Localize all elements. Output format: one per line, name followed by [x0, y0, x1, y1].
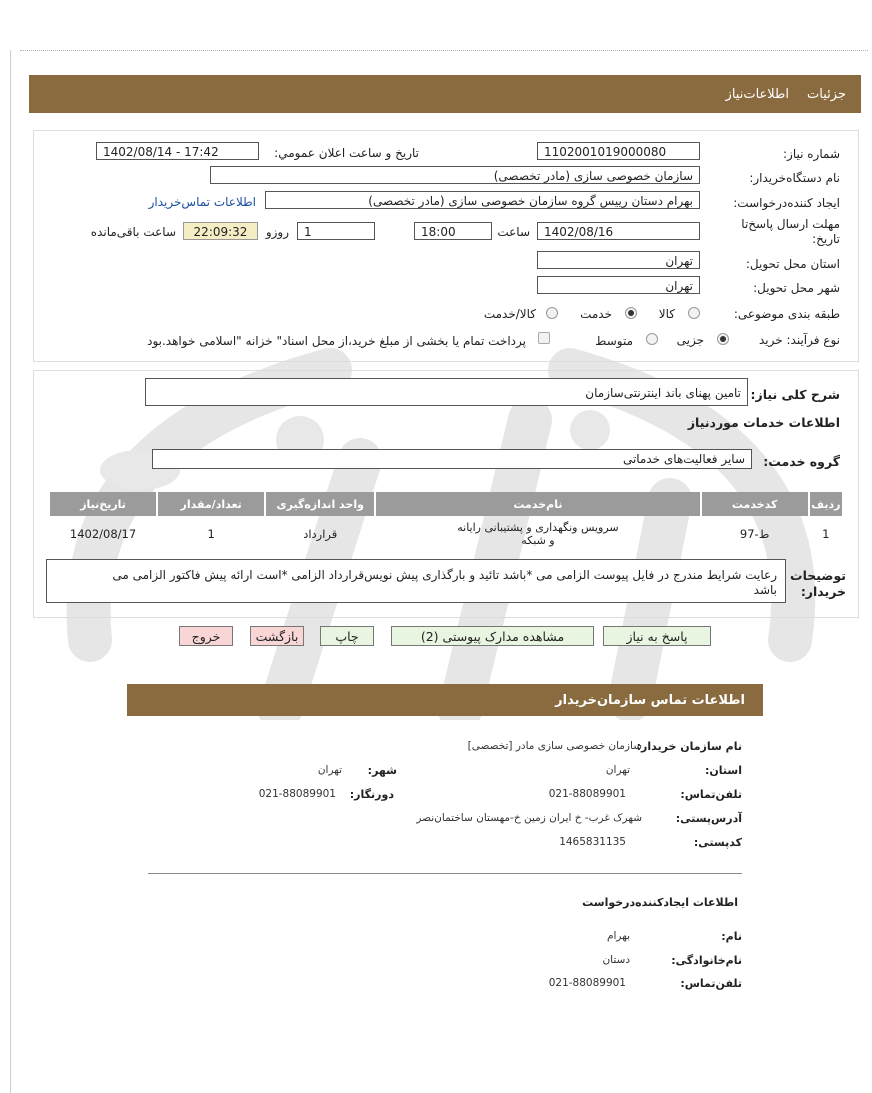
buyer-notes-label-line1: توضیحات — [790, 568, 846, 583]
creator-name-label: نام: — [721, 930, 742, 943]
contact-phone-label: تلفن‌تماس: — [680, 788, 742, 801]
deadline-time-label: ساعت — [497, 225, 530, 239]
cell-name-line1: سرویس ونگهداری و پشتیبانی رایانه — [457, 521, 619, 534]
creator-phone-label: تلفن‌تماس: — [680, 977, 742, 990]
page-left-rule — [10, 50, 11, 1093]
cell-date: 1402/08/17 — [69, 527, 137, 541]
remaining-time-field: 22:09:32 — [183, 222, 258, 240]
col-date-header: تاریخ‌نیاز — [50, 492, 156, 516]
announce-datetime-field: 1402/08/14 - 17:42 — [96, 142, 259, 160]
treasury-payment-checkbox[interactable] — [538, 332, 550, 344]
creator-info-title: اطلاعات ایجادکننده‌درخواست — [582, 896, 738, 909]
top-divider — [20, 50, 868, 51]
back-button[interactable]: بازگشت — [250, 626, 304, 646]
process-minor-label: جزیی — [676, 333, 704, 347]
cell-name — [376, 518, 699, 550]
category-radio-service[interactable] — [625, 307, 637, 319]
buyer-contact-link[interactable]: اطلاعات تماس‌خریدار — [148, 195, 256, 209]
city-label: شهر محل تحویل: — [753, 281, 840, 295]
creator-family-label: نام‌خانوادگی: — [671, 954, 742, 967]
process-medium-label: متوسط — [595, 334, 633, 348]
category-radio-goods-service[interactable] — [546, 307, 558, 319]
buyer-notes-field — [46, 559, 786, 603]
contact-org-value: سازمان خصوصی سازی مادر [تخصصی] — [467, 740, 642, 752]
view-attachments-button[interactable]: مشاهده مدارک پیوستی (2) — [391, 626, 594, 646]
creator-family-value: دستان — [602, 954, 630, 966]
contact-fax-label: دورنگار: — [349, 788, 394, 801]
buyer-notes-label — [790, 568, 846, 600]
reply-button[interactable]: پاسخ به نیاز — [603, 626, 711, 646]
buyer-org-label: نام دستگاه‌خریدار: — [749, 171, 840, 185]
contact-fax-value: 021-88089901 — [258, 788, 336, 800]
deadline-label: مهلت ارسال پاسخ‌تا تاریخ: — [741, 217, 840, 246]
remaining-label: ساعت باقی‌مانده — [90, 225, 176, 239]
cell-name-line2: و شبکه — [521, 534, 555, 547]
category-goods-service-label: کالا/خدمت — [483, 307, 536, 321]
table-row — [50, 518, 842, 550]
days-field: 1 — [297, 222, 375, 240]
contact-org-label: نام سازمان خریدار: — [636, 740, 742, 753]
section-separator — [148, 873, 742, 874]
creator-label: ایجاد کننده‌درخواست: — [733, 196, 840, 210]
buyer-notes-line2: باشد — [753, 583, 777, 597]
treasury-payment-note: پرداخت تمام یا بخشی از مبلغ خرید،از محل اسناد" خزانه "اسلامی خواهد.بود — [147, 334, 526, 348]
col-code-header: کدخدمت — [702, 492, 808, 516]
process-radio-minor[interactable] — [717, 333, 729, 345]
contact-postal-value: 1465831135 — [559, 836, 626, 848]
category-radio-goods[interactable] — [688, 307, 700, 319]
creator-name-value: بهرام — [607, 930, 630, 942]
category-label: طبقه بندی موضوعی: — [733, 307, 840, 321]
general-description-label: شرح کلی نیاز: — [750, 387, 840, 402]
services-section-title: اطلاعات خدمات موردنیاز — [687, 415, 840, 430]
deadline-time-field: 18:00 — [414, 222, 492, 240]
tab-details[interactable]: جزئيات — [807, 87, 846, 102]
buyer-notes-line1: رعایت شرایط مندرج در فایل پیوست الزامی می *باشد تائید و بارگذاری پیش نویس‌قرارداد الزامی *است ارائه پیش فاکتور الزامی می — [112, 568, 777, 582]
cell-unit: قرارداد — [303, 527, 338, 541]
deadline-date-field: 1402/08/16 — [537, 222, 700, 240]
services-table — [48, 490, 844, 552]
contact-address-value: شهرک غرب- خ ایران زمین خ-مهستان ساختمان‌نصر — [416, 812, 642, 824]
contact-postal-label: کدپستی: — [693, 836, 742, 849]
contact-phone-value: 021-88089901 — [548, 788, 626, 800]
contact-province-label: استان: — [705, 764, 742, 777]
cell-row: 1 — [822, 527, 830, 541]
col-qty-header: تعداد/مقدار — [158, 492, 264, 516]
service-group-label: گروه خدمت: — [763, 454, 840, 469]
city-field: تهران — [537, 276, 700, 294]
contact-city-label: شهر: — [367, 764, 397, 777]
need-number-label: شماره نیاز: — [783, 147, 840, 161]
days-label: روزو — [265, 225, 289, 239]
creator-field: بهرام دستان رييس گروه سازمان خصوصی سازی (مادر تخصصی) — [265, 191, 700, 209]
print-button[interactable]: چاپ — [320, 626, 374, 646]
contact-city-value: تهران — [317, 764, 342, 776]
col-unit-header: واحد اندازه‌گیری — [266, 492, 374, 516]
province-field: تهران — [537, 251, 700, 269]
process-label: نوع فرآیند: خرید — [759, 333, 840, 347]
process-radio-medium[interactable] — [646, 333, 658, 345]
announce-label: تاریخ و ساعت اعلان عمومي: — [274, 146, 419, 160]
exit-button[interactable]: خروج — [179, 626, 233, 646]
col-name-header: نام‌خدمت — [376, 492, 699, 516]
contact-header-bar — [127, 684, 763, 716]
buyer-org-field: سازمان خصوصی سازی (مادر تخصصی) — [210, 166, 700, 184]
province-label: استان محل تحویل: — [745, 257, 840, 271]
cell-code: ط-97 — [739, 527, 770, 541]
need-number-field: 1102001019000080 — [537, 142, 700, 160]
cell-qty: 1 — [207, 527, 215, 541]
header-bar — [29, 75, 861, 113]
general-description-field: تامین پهنای باند اینترنتی‌سازمان — [145, 378, 748, 406]
service-group-field: سایر فعالیت‌های خدماتی — [152, 449, 752, 469]
contact-title: اطلاعات تماس سازمان‌خریدار — [555, 693, 745, 708]
creator-phone-value: 021-88089901 — [548, 977, 626, 989]
contact-address-label: آدرس‌پستی: — [675, 812, 742, 825]
col-row-header: ردیف — [810, 492, 842, 516]
table-header-row — [50, 492, 842, 516]
buyer-notes-label-line2: خریدار: — [800, 584, 846, 599]
category-service-label: خدمت — [580, 307, 612, 321]
category-goods-label: کالا — [658, 307, 675, 321]
tab-need-info[interactable]: اطلاعات‌نیاز — [725, 87, 789, 102]
contact-province-value: تهران — [605, 764, 630, 776]
